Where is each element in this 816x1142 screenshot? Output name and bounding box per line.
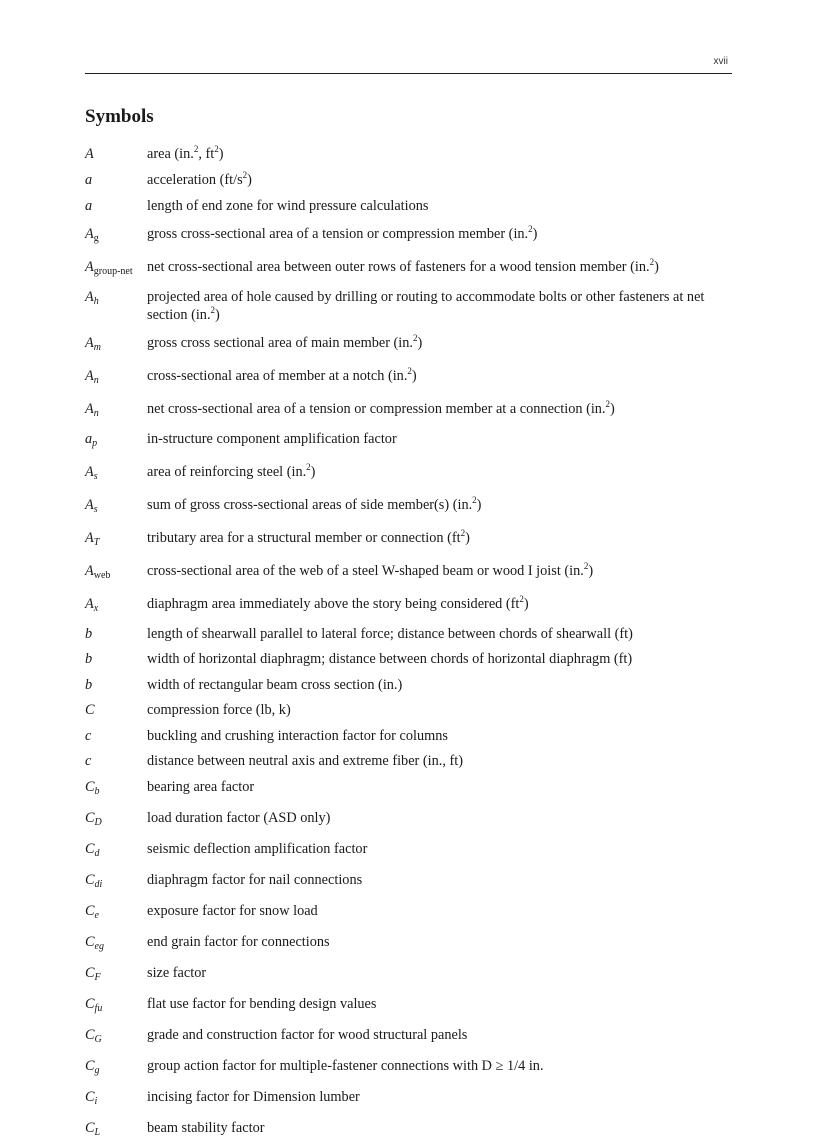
symbol-row <box>85 463 735 486</box>
symbol-subscript: s <box>93 504 98 515</box>
definition-text: width of rectangular beam cross section (in.) <box>147 677 403 693</box>
symbol-row <box>85 400 735 423</box>
symbol-definition <box>147 650 735 668</box>
definition-text: ) <box>215 307 220 323</box>
symbol-definition <box>147 145 735 163</box>
symbol-definition <box>147 562 735 580</box>
symbol-base: A <box>85 563 94 579</box>
symbol <box>85 778 147 801</box>
definition-text: gross cross sectional area of main member (in. <box>147 335 413 351</box>
symbol-row <box>85 840 735 863</box>
symbol <box>85 145 147 163</box>
definition-text: width of horizontal diaphragm; distance between chords of horizontal diaphragm (ft) <box>147 651 633 667</box>
symbol-definition <box>147 902 735 920</box>
header-rule <box>85 73 732 74</box>
symbol-row <box>85 778 735 801</box>
symbol-base: C <box>85 810 95 826</box>
symbol-base: A <box>85 259 94 275</box>
symbol-base: A <box>85 401 94 417</box>
symbol-row <box>85 225 735 248</box>
symbol-definition <box>147 625 735 643</box>
superscript: 2 <box>519 594 524 604</box>
symbol-subscript: G <box>94 1034 102 1045</box>
symbol-base: c <box>85 728 92 744</box>
symbol-base: C <box>85 1027 95 1043</box>
superscript: 2 <box>210 305 216 315</box>
symbol-row <box>85 752 735 770</box>
symbol-base: A <box>85 596 94 612</box>
symbol-row <box>85 334 735 357</box>
definition-text: ) <box>532 226 538 242</box>
symbol-definition <box>147 258 735 276</box>
symbol-subscript: n <box>93 375 99 386</box>
definition-text: area (in. <box>147 146 194 162</box>
definition-text: ) <box>310 464 316 480</box>
symbol <box>85 650 147 668</box>
symbol <box>85 701 147 719</box>
symbol-row <box>85 1026 735 1049</box>
symbol-subscript: L <box>94 1127 101 1138</box>
symbol-row <box>85 995 735 1018</box>
symbol <box>85 562 147 585</box>
symbol <box>85 529 147 552</box>
definition-text: ) <box>523 596 529 612</box>
symbol <box>85 625 147 643</box>
symbol-subscript: g <box>93 233 99 244</box>
symbol-row <box>85 809 735 832</box>
symbol <box>85 964 147 987</box>
superscript: 2 <box>472 495 477 505</box>
symbol-base: C <box>85 965 95 981</box>
symbol <box>85 430 147 453</box>
definition-text: distance between neutral axis and extreme fiber (in., ft) <box>147 753 463 769</box>
definition-text: length of end zone for wind pressure calculations <box>147 198 429 214</box>
symbol <box>85 871 147 894</box>
page-number: xvii <box>713 56 728 67</box>
symbol-base: C <box>85 996 95 1012</box>
definition-text: projected area of hole caused by drilling or routing to accommodate bolts or other fasteners at net section (in. <box>147 289 705 323</box>
symbol <box>85 676 147 694</box>
symbol-base: b <box>85 651 93 667</box>
superscript: 2 <box>528 224 533 234</box>
symbol-subscript: eg <box>94 941 104 952</box>
definition-text: ) <box>654 259 659 275</box>
definition-text: compression force (lb, k) <box>147 702 291 718</box>
symbol-base: A <box>85 226 94 242</box>
symbol-row <box>85 933 735 956</box>
symbol-base: C <box>85 903 95 919</box>
symbol-base: A <box>85 530 94 546</box>
superscript: 2 <box>583 561 589 571</box>
symbol-subscript: m <box>93 342 101 353</box>
symbol <box>85 933 147 956</box>
symbol <box>85 400 147 423</box>
definition-text: gross cross-sectional area of a tension or compression member (in. <box>147 226 529 242</box>
symbol-definition <box>147 225 735 243</box>
symbol <box>85 496 147 519</box>
symbol <box>85 752 147 770</box>
symbol-row <box>85 871 735 894</box>
symbol <box>85 367 147 390</box>
section-title: Symbols <box>85 106 154 127</box>
symbol-base: a <box>85 172 93 188</box>
symbol-base: a <box>85 198 93 214</box>
symbol-subscript: D <box>94 817 102 828</box>
symbol-definition <box>147 871 735 889</box>
symbol-row <box>85 197 735 215</box>
symbol-definition <box>147 676 735 694</box>
symbol-definition <box>147 778 735 796</box>
symbol-definition <box>147 367 735 385</box>
symbol-row <box>85 496 735 519</box>
symbol <box>85 197 147 215</box>
definition-text: diaphragm factor for nail connections <box>147 872 363 888</box>
symbol-definition <box>147 288 735 324</box>
symbol-subscript: p <box>92 438 98 449</box>
definition-text: length of shearwall parallel to lateral force; distance between chords of shearwall (ft) <box>147 626 633 642</box>
symbol <box>85 334 147 357</box>
definition-text: cross-sectional area of member at a notch (in. <box>147 368 408 384</box>
symbol <box>85 727 147 745</box>
symbol <box>85 840 147 863</box>
definition-text: group action factor for multiple-fastener connections with D ≥ 1/4 in. <box>147 1058 544 1074</box>
symbol <box>85 225 147 248</box>
symbol-subscript: group-net <box>93 266 133 277</box>
symbol <box>85 1088 147 1111</box>
symbol-base: A <box>85 368 94 384</box>
symbol-subscript: b <box>94 786 100 797</box>
symbol-definition <box>147 529 735 547</box>
symbol <box>85 171 147 189</box>
superscript: 2 <box>605 399 611 409</box>
definition-text: in-structure component amplification factor <box>147 431 397 447</box>
superscript: 2 <box>214 144 219 154</box>
symbol <box>85 258 147 281</box>
symbol-base: A <box>85 464 94 480</box>
symbol <box>85 1119 147 1142</box>
symbol-row <box>85 701 735 719</box>
symbol-base: A <box>85 497 94 513</box>
symbol-subscript: web <box>93 570 111 581</box>
definition-text: end grain factor for connections <box>147 934 330 950</box>
symbol-row <box>85 529 735 552</box>
symbol-base: C <box>85 1120 95 1136</box>
symbol-row <box>85 562 735 585</box>
symbol-base: A <box>85 289 94 305</box>
symbol-subscript: i <box>94 1096 98 1107</box>
symbol-base: c <box>85 753 92 769</box>
symbol-definition <box>147 334 735 352</box>
symbol-definition <box>147 197 735 215</box>
symbol-definition <box>147 995 735 1013</box>
symbol-base: C <box>85 1058 95 1074</box>
symbol-definition <box>147 1088 735 1106</box>
superscript: 2 <box>407 366 412 376</box>
superscript: 2 <box>242 170 248 180</box>
symbol <box>85 902 147 925</box>
definition-text: flat use factor for bending design values <box>147 996 377 1012</box>
symbol-subscript: fu <box>94 1003 103 1014</box>
definition-text: acceleration (ft/s <box>147 172 243 188</box>
symbol <box>85 809 147 832</box>
definition-text: ) <box>218 146 224 162</box>
superscript: 2 <box>460 528 466 538</box>
symbol-base: b <box>85 626 93 642</box>
definition-text: seismic deflection amplification factor <box>147 841 368 857</box>
symbol-row <box>85 258 735 281</box>
definition-text: net cross-sectional area of a tension or compression member at a connection (in. <box>147 401 606 417</box>
definition-text: ) <box>476 497 482 513</box>
symbol-subscript: e <box>94 910 99 921</box>
definition-text: ) <box>247 172 252 188</box>
symbol <box>85 288 147 311</box>
symbol-definition <box>147 727 735 745</box>
definition-text: cross-sectional area of the web of a steel W-shaped beam or wood I joist (in. <box>147 563 584 579</box>
symbol-row <box>85 1057 735 1080</box>
symbol-subscript: h <box>93 296 99 307</box>
symbol-definition <box>147 400 735 418</box>
symbol-base: A <box>85 335 94 351</box>
symbol-base: A <box>85 146 94 162</box>
symbol-definition <box>147 595 735 613</box>
superscript: 2 <box>649 257 655 267</box>
definition-text: , ft <box>198 146 215 162</box>
symbol <box>85 995 147 1018</box>
symbol-row <box>85 650 735 668</box>
symbol-definition <box>147 430 735 448</box>
symbol-row <box>85 1088 735 1111</box>
definition-text: exposure factor for snow load <box>147 903 318 919</box>
symbol <box>85 1057 147 1080</box>
symbol-definition <box>147 809 735 827</box>
symbol-row <box>85 595 735 618</box>
definition-text: ) <box>417 335 423 351</box>
symbol-definition <box>147 701 735 719</box>
symbol-subscript: s <box>93 471 98 482</box>
superscript: 2 <box>306 462 311 472</box>
definition-text: buckling and crushing interaction factor for columns <box>147 728 448 744</box>
symbol-definition <box>147 1057 735 1075</box>
symbol-subscript: d <box>94 848 100 859</box>
symbol-base: C <box>85 841 95 857</box>
symbol-definition <box>147 171 735 189</box>
definition-text: ) <box>588 563 594 579</box>
definition-text: load duration factor (ASD only) <box>147 810 331 826</box>
symbol <box>85 1026 147 1049</box>
symbol-definition <box>147 463 735 481</box>
definition-text: net cross-sectional area between outer rows of fasteners for a wood tension member (in. <box>147 259 650 275</box>
definition-text: ) <box>465 530 470 546</box>
symbol-subscript: T <box>93 537 100 548</box>
symbol-subscript: x <box>93 603 99 614</box>
symbol-definition <box>147 1119 735 1137</box>
symbol-row <box>85 367 735 390</box>
definition-text: ) <box>610 401 615 417</box>
symbol-base: C <box>85 779 95 795</box>
symbol-base: C <box>85 702 95 718</box>
symbol-definition <box>147 1026 735 1044</box>
symbol-row <box>85 964 735 987</box>
symbol-list <box>85 145 735 1142</box>
definition-text: grade and construction factor for wood structural panels <box>147 1027 468 1043</box>
definition-text: sum of gross cross-sectional areas of side member(s) (in. <box>147 497 473 513</box>
symbol-row <box>85 145 735 163</box>
symbol-subscript: n <box>93 408 99 419</box>
symbol <box>85 463 147 486</box>
symbol-definition <box>147 964 735 982</box>
definition-text: area of reinforcing steel (in. <box>147 464 307 480</box>
symbol-row <box>85 676 735 694</box>
symbol-definition <box>147 496 735 514</box>
definition-text: incising factor for Dimension lumber <box>147 1089 360 1105</box>
symbol-base: C <box>85 872 95 888</box>
symbol-row <box>85 1119 735 1142</box>
symbol-row <box>85 727 735 745</box>
symbol-row <box>85 902 735 925</box>
symbol-base: C <box>85 1089 95 1105</box>
superscript: 2 <box>413 333 418 343</box>
symbol-subscript: di <box>94 879 103 890</box>
symbol-base: b <box>85 677 93 693</box>
definition-text: tributary area for a structural member or connection (ft <box>147 530 461 546</box>
symbol-base: a <box>85 431 93 447</box>
symbol-definition <box>147 840 735 858</box>
symbol-row <box>85 430 735 453</box>
symbol-subscript: F <box>94 972 101 983</box>
symbol-definition <box>147 933 735 951</box>
superscript: 2 <box>193 144 199 154</box>
symbol-row <box>85 171 735 189</box>
definition-text: bearing area factor <box>147 779 255 795</box>
definition-text: size factor <box>147 965 207 981</box>
symbol-definition <box>147 752 735 770</box>
definition-text: ) <box>411 368 417 384</box>
symbol-row <box>85 288 735 324</box>
symbol-subscript: g <box>94 1065 100 1076</box>
symbol-base: C <box>85 934 95 950</box>
symbol-row <box>85 625 735 643</box>
definition-text: diaphragm area immediately above the story being considered (ft <box>147 596 520 612</box>
definition-text: beam stability factor <box>147 1120 265 1136</box>
symbol <box>85 595 147 618</box>
